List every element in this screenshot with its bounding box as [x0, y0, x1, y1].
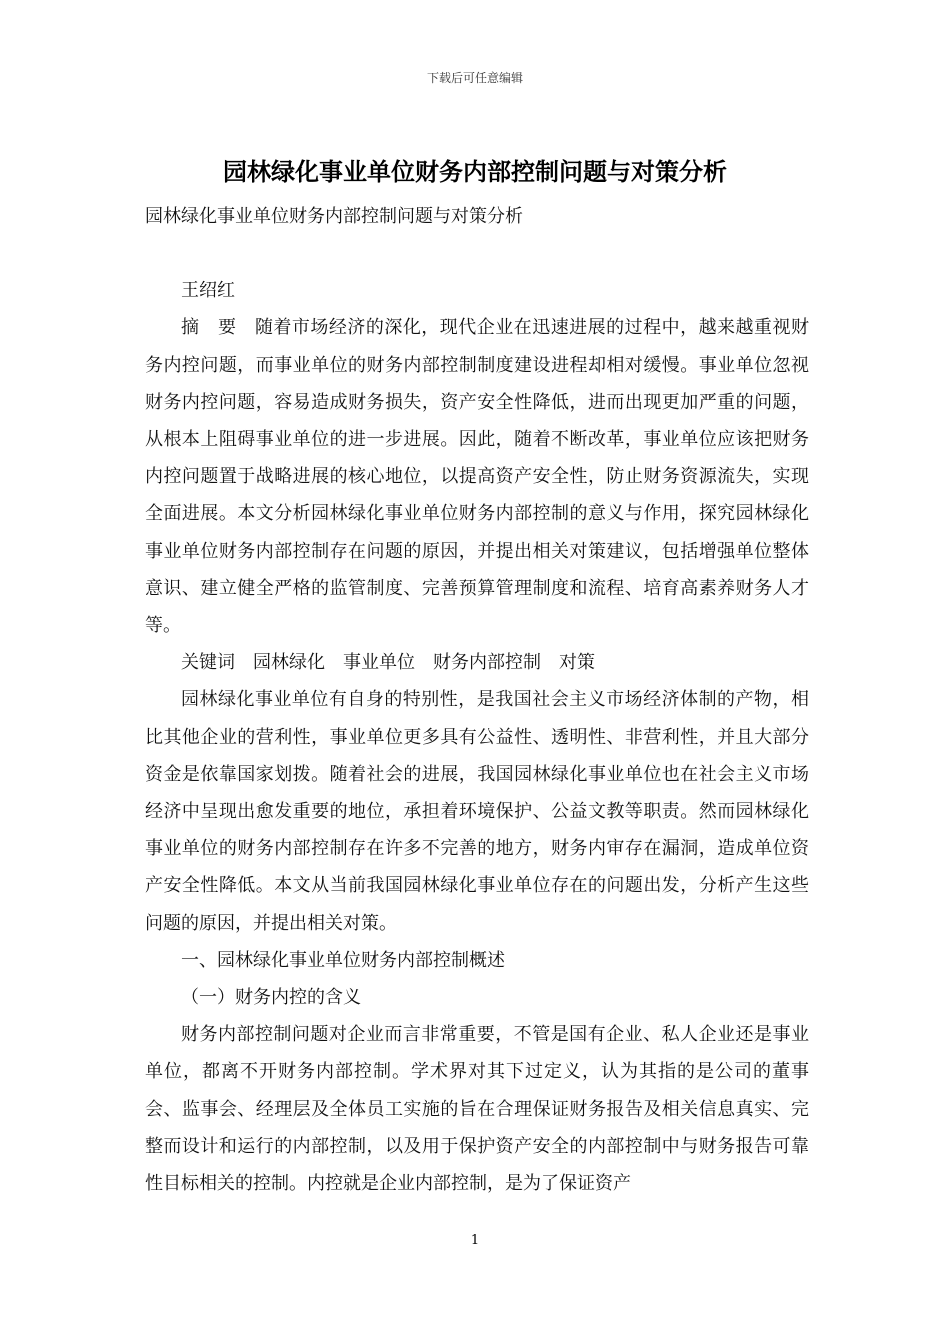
- document-title: 园林绿化事业单位财务内部控制问题与对策分析: [223, 158, 727, 186]
- subsection-heading: （一）财务内控的含义: [181, 987, 361, 1009]
- body-paragraph: 财务内部控制问题对企业而言非常重要，不管是国有企业、私人企业还是事业单位，都离不开财务内部控制。学术界对其下过定义，认为其指的是公司的董事会、监事会、经理层及全体员工实施的旨在合理保证财务报告及相关信息真实、完整而设计和运行的内部控制，以及用于保护资产安全的内部控制中与财务报告可靠性目标相关的控制。内控就是企业内部控制，是为了保证资产: [145, 1024, 809, 1195]
- page-header-note: 下载后可任意编辑: [426, 71, 523, 85]
- keywords-line: 关键词 园林绿化 事业单位 财务内部控制 对策: [181, 652, 595, 674]
- blank-line: [145, 235, 809, 272]
- abstract-paragraph: 摘 要 随着市场经济的深化，现代企业在迅速进展的过程中，越来越重视财务内控问题，而事业单位的财务内部控制制度建设进程却相对缓慢。事业单位忽视财务内控问题，容易造成财务损失，资产安全性降低，进而出现更加严重的问题，从根本上阻碍事业单位的进一步进展。因此，随着不断改革，事业单位应该把财务内控问题置于战略进展的核心地位，以提高资产安全性，防止财务资源流失，实现全面进展。本文分析园林绿化事业单位财务内部控制的意义与作用，探究园林绿化事业单位财务内部控制存在问题的原因，并提出相关对策建议，包括增强单位整体意识、建立健全严格的监管制度、完善预算管理制度和流程、培育高素养财务人才等。: [145, 317, 809, 637]
- section-heading: 一、园林绿化事业单位财务内部控制概述: [181, 949, 505, 971]
- author-name: 王绍红: [181, 280, 235, 302]
- document-subtitle: 园林绿化事业单位财务内部控制问题与对策分析: [145, 206, 523, 227]
- document-body: [145, 198, 809, 1202]
- intro-paragraph: 园林绿化事业单位有自身的特别性，是我国社会主义市场经济体制的产物，相比其他企业的营利性，事业单位更多具有公益性、透明性、非营利性，并且大部分资金是依靠国家划拨。随着社会的进展，我国园林绿化事业单位也在社会主义市场经济中呈现出愈发重要的地位，承担着环境保护、公益文教等职责。然而园林绿化事业单位的财务内部控制存在许多不完善的地方，财务内审存在漏洞，造成单位资产安全性降低。本文从当前我国园林绿化事业单位存在的问题出发，分析产生这些问题的原因，并提出相关对策。: [145, 689, 809, 934]
- page-number: 1: [470, 1233, 480, 1248]
